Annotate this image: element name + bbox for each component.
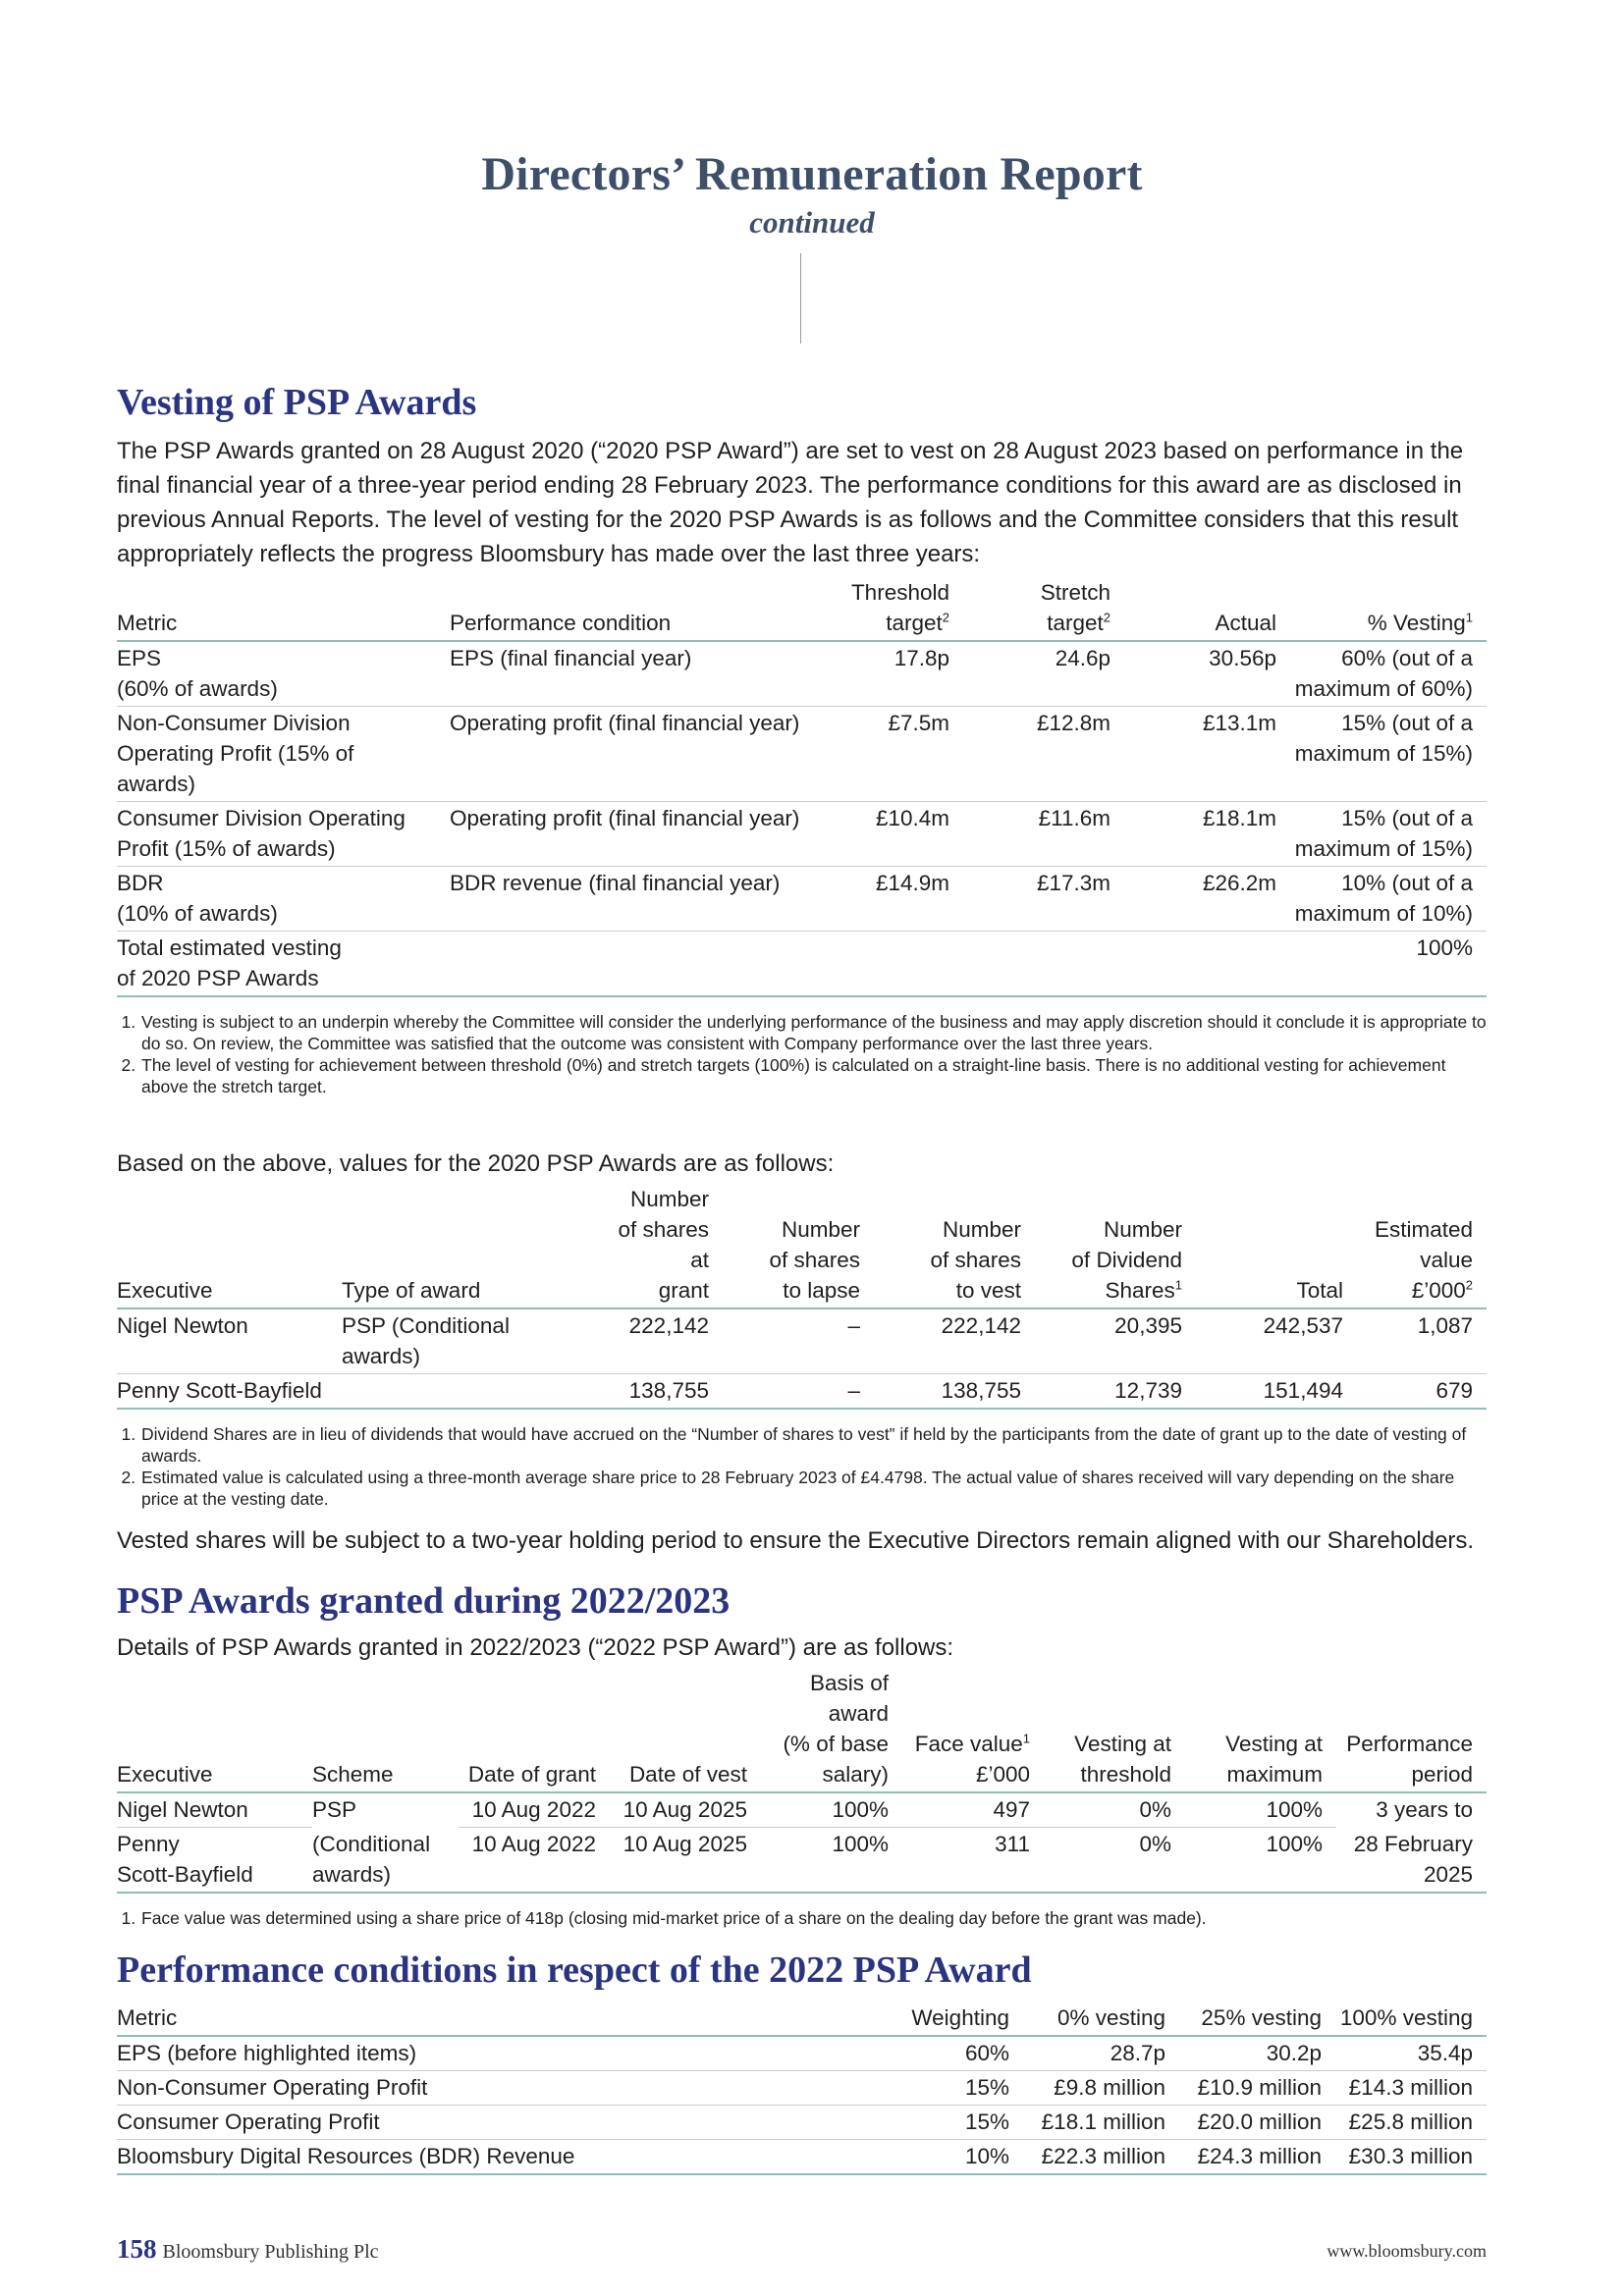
col-estimated: Estimated value $£’000^2$ [1357, 1183, 1487, 1308]
cell-100-vesting: £25.8 million [1335, 2106, 1487, 2140]
cell-weighting: 60% [882, 2036, 1023, 2071]
vesting-footnotes [117, 1011, 1487, 1097]
cell-25-vesting: £20.0 million [1179, 2106, 1335, 2140]
footer-company: Bloomsbury Publishing Plc [162, 2241, 379, 2263]
cell-scheme: PSP [312, 1797, 357, 1822]
table-row [117, 1792, 1487, 1828]
granted-intro: Details of PSP Awards granted in 2022/2023 (“2022 PSP Award”) are as follows: [117, 1634, 954, 1661]
cell-type [342, 1374, 601, 1410]
cell-dividend: 12,739 [1035, 1374, 1196, 1410]
table-row [117, 867, 1487, 932]
cell-condition: Operating profit (final financial year) [450, 802, 832, 867]
table-header-row [117, 2002, 1487, 2036]
cell-date-vest: 10 Aug 2025 [610, 1792, 761, 1828]
cell-threshold: £7.5m [832, 707, 963, 802]
cell-total: 242,537 [1196, 1308, 1357, 1374]
col-100-vesting: 100% vesting [1335, 2002, 1487, 2036]
table-row [117, 1374, 1487, 1410]
cell-total: 151,494 [1196, 1374, 1357, 1410]
cell-lapse: – [723, 1374, 874, 1410]
table-header-row [117, 1183, 1487, 1308]
cell-vesting: 15% (out of a maximum of 15%) [1290, 707, 1487, 802]
cell-basis: 100% [761, 1792, 902, 1828]
col-basis: Basis of award (% of base salary) [761, 1667, 902, 1792]
cell-actual: 30.56p [1124, 641, 1290, 707]
cell-granted: 138,755 [601, 1374, 723, 1410]
cell-performance-period: 3 years to [1376, 1797, 1473, 1822]
cell-weighting: 15% [882, 2071, 1023, 2106]
cell-vesting: 10% (out of a maximum of 10%) [1290, 867, 1487, 932]
cell-stretch: £17.3m [963, 867, 1124, 932]
cell-date-grant: 10 Aug 2022 [459, 1792, 610, 1828]
cell-face-value: 311 [902, 1828, 1044, 1894]
cell-threshold: £14.9m [832, 867, 963, 932]
cell-weighting: 10% [882, 2140, 1023, 2175]
section-heading-vesting: Vesting of PSP Awards [117, 382, 477, 423]
cell-0-vesting: £18.1 million [1023, 2106, 1179, 2140]
conditions-table [117, 2002, 1487, 2175]
table-row [117, 2140, 1487, 2175]
footnote: 1. Vesting is subject to an underpin whereby the Committee will consider the underlying performance of the business and may apply discretion should it conclude it is appropriate to do so. On review, the Committee was satisfied that the outcome was consistent with Company performance over the last three years. [140, 1011, 1487, 1054]
col-vesting: % Vesting$^1$ [1290, 576, 1487, 641]
cell-0-vesting: £22.3 million [1023, 2140, 1179, 2175]
granted-table [117, 1667, 1487, 1894]
footnote: 2. Estimated value is calculated using a three-month average share price to 28 February 2023 of £4.4798. The actual value of shares received will vary depending on the share price at the vesting date. [140, 1467, 1487, 1510]
table-row [117, 1308, 1487, 1374]
values-intro: Based on the above, values for the 2020 PSP Awards are as follows: [117, 1150, 835, 1177]
col-date-vest: Date of vest [610, 1667, 761, 1792]
footnote: 1. Face value was determined using a share price of 418p (closing mid-market price of a share on the dealing day before the grant was made). [140, 1907, 1487, 1929]
cell-25-vesting: £10.9 million [1179, 2071, 1335, 2106]
col-metric: Metric [117, 2002, 882, 2036]
vesting-table [117, 576, 1487, 997]
col-executive: Executive [117, 1183, 342, 1308]
footer-page-info [117, 2234, 379, 2265]
cell-date-vest: 10 Aug 2025 [610, 1828, 761, 1894]
col-executive: Executive [117, 1667, 312, 1792]
cell-condition: BDR revenue (final financial year) [450, 867, 832, 932]
footnote: 1. Dividend Shares are in lieu of dividends that would have accrued on the “Number of shares to vest” if held by the participants from the date of grant up to the date of vesting of awards. [140, 1423, 1487, 1467]
cell-type: PSP (Conditional awards) [342, 1308, 601, 1374]
header-divider [800, 253, 801, 344]
cell-performance-period: 28 February 2025 [1336, 1828, 1487, 1894]
page-header [0, 147, 1624, 240]
cell-100-vesting: £14.3 million [1335, 2071, 1487, 2106]
col-granted: Number of shares at grant [601, 1183, 723, 1308]
cell-face-value: 497 [902, 1792, 1044, 1828]
cell-condition: EPS (final financial year) [450, 641, 832, 707]
col-vest: Number of shares to vest [874, 1183, 1035, 1308]
cell-executive: Penny Scott-Bayfield [117, 1828, 312, 1894]
values-table [117, 1183, 1487, 1410]
col-date-grant: Date of grant [459, 1667, 610, 1792]
col-lapse: Number of shares to lapse [723, 1183, 874, 1308]
cell-threshold: 17.8p [832, 641, 963, 707]
col-condition: Performance condition [450, 576, 832, 641]
cell-estimated: 1,087 [1357, 1308, 1487, 1374]
values-footnotes [117, 1423, 1487, 1510]
page-subtitle: continued [749, 205, 875, 240]
footer-url: www.bloomsbury.com [1326, 2241, 1487, 2261]
cell-vest: 222,142 [874, 1308, 1035, 1374]
cell-vesting-threshold: 0% [1044, 1828, 1185, 1894]
cell-threshold: £10.4m [832, 802, 963, 867]
col-stretch: Stretch target$^2$ [963, 576, 1124, 641]
cell-basis: 100% [761, 1828, 902, 1894]
cell-metric: EPS (before highlighted items) [117, 2036, 882, 2071]
table-row [117, 1828, 1487, 1894]
col-performance-period: Performance period [1336, 1667, 1487, 1792]
cell-lapse: – [723, 1308, 874, 1374]
col-scheme: Scheme [312, 1667, 459, 1792]
cell-vesting: 60% (out of a maximum of 60%) [1290, 641, 1487, 707]
cell-condition: Operating profit (final financial year) [450, 707, 832, 802]
col-0-vesting: 0% vesting [1023, 2002, 1179, 2036]
granted-footnotes [117, 1907, 1487, 1929]
table-row [117, 2036, 1487, 2071]
main-content [117, 381, 1487, 2175]
cell-25-vesting: 30.2p [1179, 2036, 1335, 2071]
cell-scheme: (Conditional awards) [312, 1828, 459, 1894]
table-row [117, 707, 1487, 802]
cell-executive: Penny Scott-Bayfield [117, 1374, 342, 1410]
table-row [117, 641, 1487, 707]
cell-0-vesting: 28.7p [1023, 2036, 1179, 2071]
cell-date-grant: 10 Aug 2022 [459, 1828, 610, 1894]
col-weighting: Weighting [882, 2002, 1023, 2036]
col-actual: Actual [1124, 576, 1290, 641]
col-metric: Metric [117, 576, 450, 641]
cell-vesting-maximum: 100% [1185, 1792, 1336, 1828]
cell-metric: Bloomsbury Digital Resources (BDR) Revenue [117, 2140, 882, 2175]
col-vesting-threshold: Vesting at threshold [1044, 1667, 1185, 1792]
cell-vesting-maximum: 100% [1185, 1828, 1336, 1894]
cell-metric: BDR (10% of awards) [117, 867, 450, 932]
section-heading-granted: PSP Awards granted during 2022/2023 [117, 1580, 731, 1622]
cell-total-label: Total estimated vesting of 2020 PSP Awards [117, 932, 450, 997]
holding-period-text: Vested shares will be subject to a two-year holding period to ensure the Executive Directors remain aligned with our Shareholders. [117, 1527, 1475, 1554]
table-header-row [117, 1667, 1487, 1792]
table-total-row [117, 932, 1487, 997]
cell-0-vesting: £9.8 million [1023, 2071, 1179, 2106]
cell-estimated: 679 [1357, 1374, 1487, 1410]
page-number: 158 [117, 2234, 157, 2264]
cell-metric: Non-Consumer Operating Profit [117, 2071, 882, 2106]
cell-vesting: 15% (out of a maximum of 15%) [1290, 802, 1487, 867]
col-threshold: Threshold target$^2$ [832, 576, 963, 641]
cell-weighting: 15% [882, 2106, 1023, 2140]
col-total: Total [1196, 1183, 1357, 1308]
cell-dividend: 20,395 [1035, 1308, 1196, 1374]
col-face-value: Face value$^1$ £’000 [902, 1667, 1044, 1792]
cell-stretch: 24.6p [963, 641, 1124, 707]
cell-actual: £18.1m [1124, 802, 1290, 867]
cell-actual: £13.1m [1124, 707, 1290, 802]
cell-stretch: £12.8m [963, 707, 1124, 802]
cell-100-vesting: £30.3 million [1335, 2140, 1487, 2175]
cell-metric: Consumer Division Operating Profit (15% of awards) [117, 802, 450, 867]
cell-granted: 222,142 [601, 1308, 723, 1374]
cell-executive: Nigel Newton [117, 1308, 342, 1374]
vesting-intro: The PSP Awards granted on 28 August 2020 (“2020 PSP Award”) are set to vest on 28 August 2023 based on performance in the final financial year of a three-year period ending 28 February 2023. The performance conditions for this award are as disclosed in previous Annual Reports. The level of vesting for the 2020 PSP Awards is as follows and the Committee considers that this result appropriately reflects the progress Bloomsbury has made over the last three years: [117, 438, 1464, 567]
cell-actual: £26.2m [1124, 867, 1290, 932]
footnote: 2. The level of vesting for achievement between threshold (0%) and stretch targets (100%) is calculated on a straight-line basis. There is no additional vesting for achievement above the stretch target. [140, 1054, 1487, 1097]
cell-25-vesting: £24.3 million [1179, 2140, 1335, 2175]
col-vesting-maximum: Vesting at maximum [1185, 1667, 1336, 1792]
cell-vesting-threshold: 0% [1044, 1792, 1185, 1828]
cell-100-vesting: 35.4p [1335, 2036, 1487, 2071]
cell-executive: Nigel Newton [117, 1792, 312, 1828]
page-title: Directors’ Remuneration Report [481, 148, 1143, 200]
table-row [117, 2071, 1487, 2106]
section-heading-conditions: Performance conditions in respect of the 2022 PSP Award [117, 1949, 1032, 1991]
cell-vest: 138,755 [874, 1374, 1035, 1410]
table-row [117, 802, 1487, 867]
table-header-row [117, 576, 1487, 641]
cell-stretch: £11.6m [963, 802, 1124, 867]
table-row [117, 2106, 1487, 2140]
col-25-vesting: 25% vesting [1179, 2002, 1335, 2036]
cell-total-value: 100% [1290, 932, 1487, 997]
col-dividend: Number of Dividend Shares$^1$ [1035, 1183, 1196, 1308]
cell-metric: EPS (60% of awards) [117, 641, 450, 707]
col-type: Type of award [342, 1183, 601, 1308]
cell-metric: Non-Consumer Division Operating Profit (15% of awards) [117, 707, 450, 802]
cell-metric: Consumer Operating Profit [117, 2106, 882, 2140]
